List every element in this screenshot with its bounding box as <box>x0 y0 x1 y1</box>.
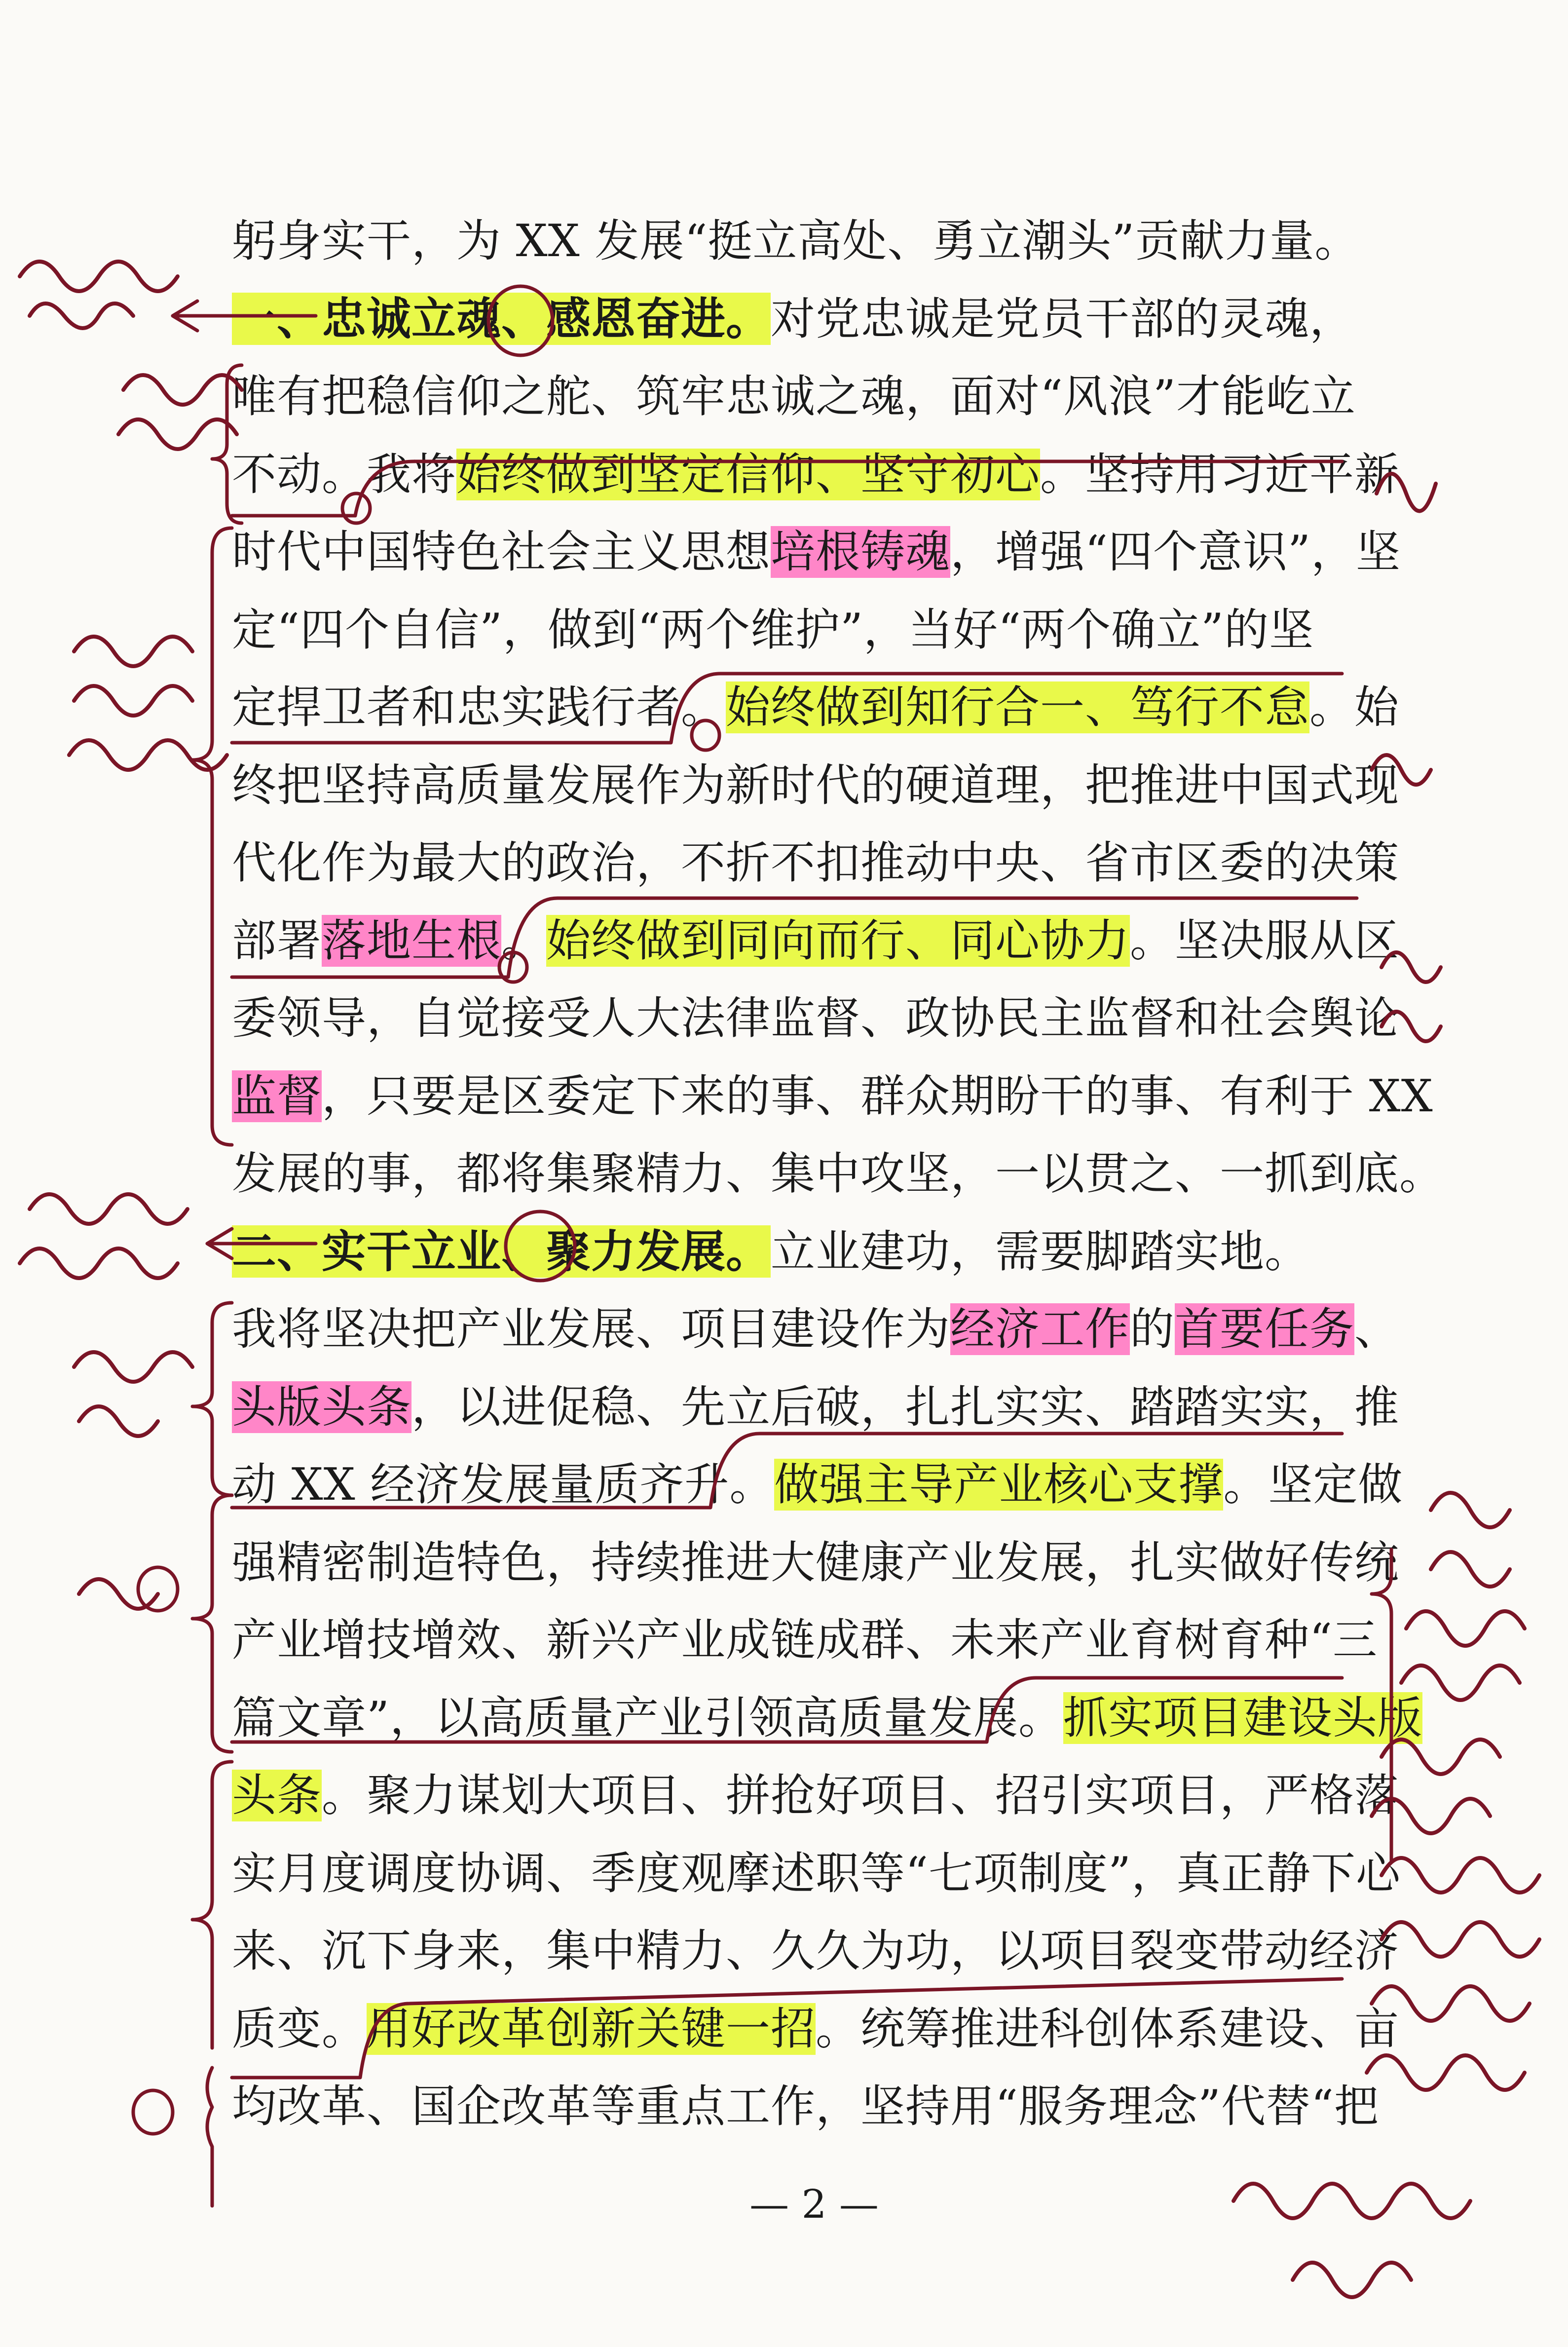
highlight-pink: 首要任务 <box>1175 1303 1354 1355</box>
text-run: 立业建功，需要脚踏实地。 <box>771 1225 1309 1278</box>
text-line <box>232 1757 1399 1835</box>
text-line <box>232 2068 1380 2146</box>
text-run: 时代中国特色社会主义思想 <box>232 526 771 578</box>
page-number: — 2 — <box>749 2181 879 2227</box>
text-run: 委领导，自觉接受人大法律监督、政协民主监督和社会舆论 <box>232 992 1399 1044</box>
text-line <box>232 980 1399 1058</box>
highlight-pink: 头版头条 <box>232 1381 411 1433</box>
text-line <box>232 1368 1399 1446</box>
text-line <box>232 824 1399 902</box>
highlight-yellow: 做强主导产业核心支撑 <box>774 1459 1224 1511</box>
handwritten-note <box>74 1352 192 1436</box>
brace-icon <box>192 1762 232 2048</box>
text-run: 我将坚决把产业发展、项目建设作为 <box>232 1303 950 1355</box>
highlight-yellow: 一、忠诚立魂、感恩奋进。 <box>232 292 771 345</box>
text-line <box>232 1524 1399 1602</box>
text-line <box>232 902 1399 980</box>
handwritten-note <box>118 375 242 449</box>
text-line <box>232 1912 1399 1990</box>
text-line <box>232 358 1356 436</box>
highlight-pink: 经济工作 <box>950 1303 1130 1355</box>
text-run: 代化作为最大的政治，不折不扣推动中央、省市区委的决策 <box>232 837 1399 889</box>
text-line <box>232 747 1399 825</box>
highlight-yellow: 始终做到知行合一、笃行不怠 <box>726 681 1309 733</box>
handwritten-note <box>69 637 227 770</box>
highlight-yellow: 头条 <box>232 1770 322 1821</box>
brace-icon <box>192 528 232 1145</box>
highlight-pink: 监督 <box>232 1070 322 1122</box>
text-run: 、 <box>1354 1303 1399 1355</box>
highlight-pink: 培根铸魂 <box>771 526 950 578</box>
brace-icon <box>192 1303 232 1495</box>
text-line <box>232 1135 1444 1213</box>
handwritten-note <box>20 262 178 328</box>
text-run: ，只要是区委定下来的事、群众期盼干的事、有利于 XX <box>322 1070 1433 1122</box>
highlight-yellow: 始终做到坚定信仰、坚守初心 <box>456 448 1040 500</box>
text-run: 。统筹推进科创体系建设、亩 <box>816 2003 1399 2055</box>
text-run: 发展的事，都将集聚精力、集中攻坚，一以贯之、一抓到底。 <box>232 1148 1444 1200</box>
handwritten-note <box>1401 1493 1525 1700</box>
handwritten-note <box>79 1579 158 1609</box>
document-body <box>232 202 1444 2146</box>
text-run: ，增强“四个意识”，坚 <box>950 526 1401 578</box>
text-run: 。始 <box>1309 681 1399 733</box>
text-line <box>232 1290 1399 1368</box>
highlight-pink: 落地生根 <box>322 914 501 967</box>
highlight-yellow: 二、实干立业、聚力发展。 <box>232 1225 771 1278</box>
text-run: 均改革、国企改革等重点工作，坚持用“服务理念”代替“把 <box>232 2081 1380 2132</box>
text-run: 定捍卫者和忠实践行者。 <box>232 681 726 733</box>
highlight-yellow: 始终做到同向而行、同心协力 <box>546 914 1130 967</box>
text-run: 强精密制造特色，持续推进大健康产业发展，扎实做好传统 <box>232 1536 1399 1589</box>
text-line <box>232 1990 1399 2068</box>
text-run: 的 <box>1130 1303 1175 1355</box>
text-line <box>232 1835 1401 1913</box>
text-run: 定“四个自信”，做到“两个维护”，当好“两个确立”的坚 <box>232 604 1314 656</box>
text-run: 篇文章”，以高质量产业引领高质量发展。 <box>232 1692 1064 1744</box>
text-run: 动 XX 经济发展量质齐升。 <box>232 1459 775 1511</box>
handwritten-note <box>20 1194 187 1278</box>
text-line <box>232 513 1401 591</box>
text-line <box>232 1601 1378 1679</box>
text-run: ，以进促稳、先立后破，扎扎实实、踏踏实实，推 <box>411 1381 1399 1433</box>
text-run: 。坚决服从区 <box>1130 914 1399 967</box>
text-line <box>232 1058 1433 1136</box>
text-line <box>232 1679 1423 1757</box>
text-run: 质变。 <box>232 2003 367 2055</box>
text-run: 部署 <box>232 914 322 967</box>
brace-icon <box>192 1495 232 1752</box>
text-run: 对党忠诚是党员干部的灵魂， <box>771 293 1354 345</box>
text-run: 实月度调度协调、季度观摩述职等“七项制度”，真正静下心 <box>232 1847 1401 1899</box>
circled-number-icon <box>138 1567 178 1611</box>
text-line <box>232 436 1399 514</box>
text-line <box>232 202 1360 280</box>
text-run: 躬身实干，为 XX 发展“挺立高处、勇立潮头”贡献力量。 <box>232 215 1360 267</box>
text-run: 终把坚持高质量发展作为新时代的硬道理，把推进中国式现 <box>232 759 1399 811</box>
highlight-yellow: 抓实项目建设头版 <box>1063 1692 1423 1744</box>
text-run: 唯有把稳信仰之舵、筑牢忠诚之魂，面对“风浪”才能屹立 <box>232 371 1356 422</box>
text-line <box>232 669 1399 747</box>
text-run: 。聚力谋划大项目、拼抢好项目、招引实项目，严格落 <box>322 1770 1399 1821</box>
text-line <box>232 1446 1403 1524</box>
text-run: 。坚持用习近平新 <box>1040 448 1399 500</box>
highlight-yellow: 用好改革创新关键一招 <box>367 2003 816 2055</box>
brace-icon <box>207 2068 212 2206</box>
circled-number-icon <box>133 2090 173 2134</box>
text-run: 不动。我将 <box>232 448 456 500</box>
text-run: 产业增技增效、新兴产业成链成群、未来产业育树育种“三 <box>232 1614 1378 1666</box>
text-run: 。 <box>501 914 546 967</box>
text-line <box>232 280 1354 358</box>
text-run: 。坚定做 <box>1223 1459 1403 1511</box>
text-line <box>232 1213 1347 1291</box>
text-run: 来、沉下身来，集中精力、久久为功，以项目裂变带动经济 <box>232 1925 1399 1977</box>
text-line <box>232 591 1347 669</box>
